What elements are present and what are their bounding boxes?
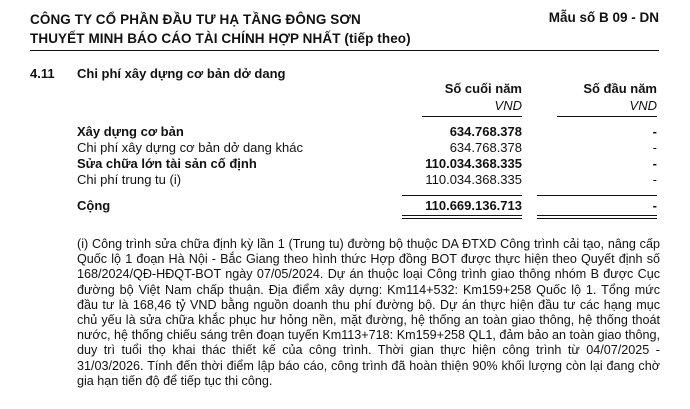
report-header [30,10,411,48]
row-end-value: 110.034.368.335 [425,172,522,187]
row-end-value: 634.768.378 [449,124,522,139]
column-underline [557,116,657,117]
table-row [77,172,659,188]
total-begin-value: - [652,198,657,213]
column-header-beginning-of-year [537,80,657,114]
column-unit: VND [629,98,657,113]
column-underline [422,116,522,117]
section-title: Chi phí xây dựng cơ bản dở dang [77,66,286,81]
report-subtitle: THUYẾT MINH BÁO CÁO TÀI CHÍNH HỢP NHẤT (tiếp theo) [30,31,411,46]
row-label: Sửa chữa lớn tài sản cố định [77,156,257,171]
total-double-rule [537,218,657,219]
total-label: Cộng [77,198,111,213]
table-row [77,156,659,172]
section-number: 4.11 [30,66,55,81]
column-label: Số đầu năm [583,81,657,96]
row-begin-value: - [652,172,657,187]
footnote: (i) Công trình sửa chữa định kỳ lần 1 (Trung tu) đường bộ thuộc DA ĐTXD Công trình cải tạo, nâng cấp Quốc lộ 1 đoạn Hà Nội - Bắc Giang theo hình thức Hợp đồng BOT được thực hiện theo Quyết định số 168/2024/QĐ-HĐQT-BOT ngày 07/05/2024. Dự án thuộc loại Công trình giao thông nhóm B được Cục đường bộ Việt Nam chấp thuận. Địa điểm xây dựng: Km114+532: Km159+258 Quốc lộ 1. Tổng mức đầu tư là 168,46 tỷ VND bằng nguồn doanh thu phí đường bộ. Dự án thực hiện đầu tư các hạng mục chủ yếu là sửa chữa khắc phục hư hỏng nền, mặt đường, hệ thống an toàn giao thông, hệ thống thoát nước, hệ thống chiếu sáng trên đoạn tuyến Km113+718: Km159+258 QL1, đảm bảo an toàn giao thông, duy trì tuổi thọ khai thác thiết kế của công trình. Thời gian thực hiện công trình từ 04/07/2025 - 31/03/2026. Tính đến thời điểm lập báo cáo, công trình đã hoàn thiện 90% khối lượng còn lại đang chờ gia hạn tiến độ để tiếp tục thi công. [77,237,660,388]
total-top-rule [537,195,657,196]
total-double-rule [537,215,657,216]
row-end-value: 110.034.368.335 [425,156,522,171]
table-row [77,140,659,156]
total-top-rule [402,195,522,196]
company-name: CÔNG TY CỔ PHẦN ĐẦU TƯ HẠ TẦNG ĐÔNG SƠN [30,12,361,27]
total-double-rule [402,218,522,219]
column-unit: VND [494,98,522,113]
row-label: Chi phí xây dựng cơ bản dở dang khác [77,140,303,155]
form-code: Mẫu số B 09 - DN [548,10,659,25]
header-divider [30,50,659,51]
row-begin-value: - [652,156,657,171]
column-label: Số cuối năm [444,81,522,96]
row-begin-value: - [652,140,657,155]
row-begin-value: - [652,124,657,139]
total-row [77,198,659,214]
column-header-end-of-year [402,80,522,114]
total-double-rule [402,215,522,216]
row-label: Chi phí trung tu (i) [77,172,182,187]
row-end-value: 634.768.378 [449,140,522,155]
row-label: Xây dựng cơ bản [77,124,184,139]
total-end-value: 110.669.136.713 [425,198,522,213]
table-row [77,124,659,140]
